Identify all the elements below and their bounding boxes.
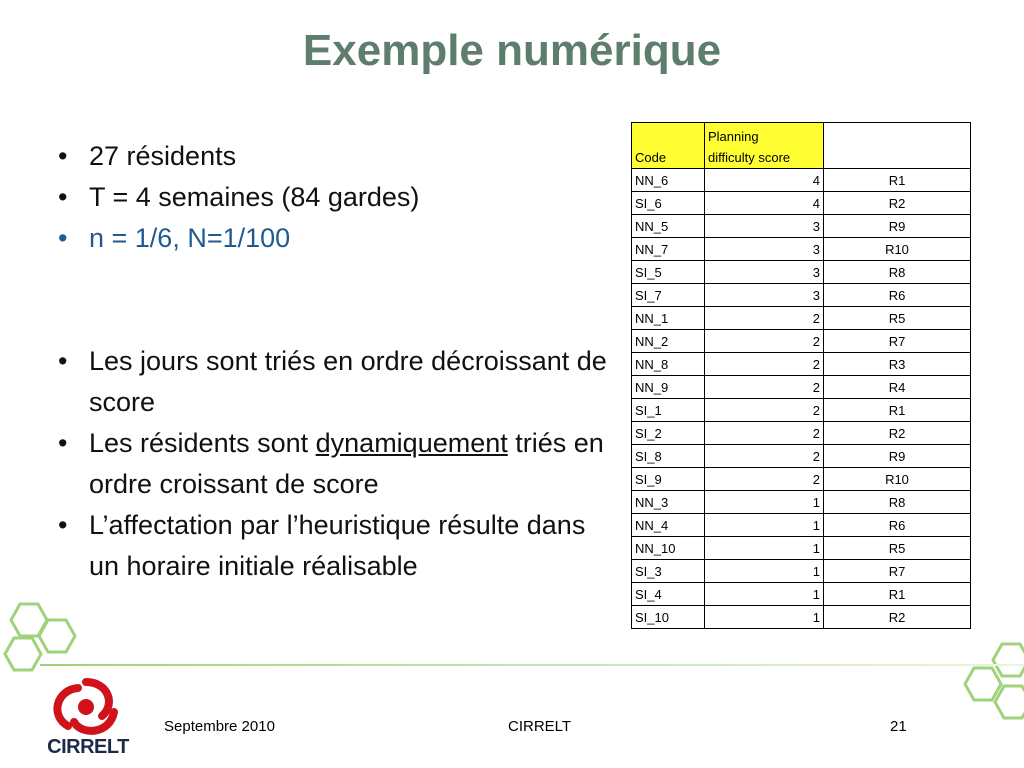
table-row xyxy=(632,583,971,606)
cell-code: NN_9 xyxy=(632,376,705,399)
cell-resident: R6 xyxy=(824,284,971,307)
cell-code: NN_8 xyxy=(632,353,705,376)
header-resident xyxy=(824,123,971,169)
header-score-line1: Planning xyxy=(708,129,759,144)
cell-code: SI_8 xyxy=(632,445,705,468)
difficulty-score-table xyxy=(631,122,971,629)
table-row xyxy=(632,468,971,491)
cirrelt-logo-icon xyxy=(38,676,134,738)
cell-code: SI_2 xyxy=(632,422,705,445)
cell-score: 4 xyxy=(705,192,824,215)
cell-score: 3 xyxy=(705,261,824,284)
cell-score: 2 xyxy=(705,307,824,330)
cell-score: 2 xyxy=(705,376,824,399)
cell-score: 3 xyxy=(705,238,824,261)
table-row xyxy=(632,606,971,629)
footer-organization: CIRRELT xyxy=(508,718,572,735)
header-code: Code xyxy=(632,123,705,169)
cell-score: 2 xyxy=(705,330,824,353)
cell-resident: R8 xyxy=(824,491,971,514)
table-row xyxy=(632,560,971,583)
bullet-heuristic: • L’affectation par l’heuristique résulte dans un horaire initiale réalisable xyxy=(58,505,618,587)
cell-resident: R5 xyxy=(824,537,971,560)
cell-resident: R4 xyxy=(824,376,971,399)
cell-score: 2 xyxy=(705,422,824,445)
cell-code: SI_3 xyxy=(632,560,705,583)
table-row xyxy=(632,330,971,353)
cell-code: NN_7 xyxy=(632,238,705,261)
cell-score: 3 xyxy=(705,284,824,307)
page-number: 21 xyxy=(890,718,907,735)
header-score-line2: difficulty score xyxy=(708,150,791,165)
bullet-parameters: • n = 1/6, N=1/100 xyxy=(58,218,618,259)
table-row xyxy=(632,376,971,399)
cell-code: NN_4 xyxy=(632,514,705,537)
cell-resident: R9 xyxy=(824,445,971,468)
table-row xyxy=(632,169,971,192)
logo-text: CIRRELT xyxy=(47,736,129,758)
table-row xyxy=(632,491,971,514)
cell-resident: R1 xyxy=(824,583,971,606)
cell-code: NN_3 xyxy=(632,491,705,514)
cell-code: NN_5 xyxy=(632,215,705,238)
cell-code: SI_10 xyxy=(632,606,705,629)
cell-score: 2 xyxy=(705,445,824,468)
cell-code: NN_1 xyxy=(632,307,705,330)
table-row xyxy=(632,537,971,560)
cell-code: SI_5 xyxy=(632,261,705,284)
cell-resident: R3 xyxy=(824,353,971,376)
cell-score: 2 xyxy=(705,399,824,422)
cell-resident: R5 xyxy=(824,307,971,330)
cell-score: 1 xyxy=(705,514,824,537)
table-row xyxy=(632,284,971,307)
cell-resident: R2 xyxy=(824,606,971,629)
table-row xyxy=(632,353,971,376)
cell-resident: R9 xyxy=(824,215,971,238)
table-row xyxy=(632,399,971,422)
table-row xyxy=(632,422,971,445)
cell-score: 3 xyxy=(705,215,824,238)
cell-score: 1 xyxy=(705,537,824,560)
cell-resident: R8 xyxy=(824,261,971,284)
bullet-residents-sorted xyxy=(58,423,618,505)
cell-code: NN_10 xyxy=(632,537,705,560)
cell-score: 4 xyxy=(705,169,824,192)
table-header-row xyxy=(632,123,971,169)
cirrelt-logo xyxy=(38,676,134,762)
bullet-text-underlined: dynamiquement xyxy=(315,428,508,458)
table-row xyxy=(632,192,971,215)
bullet-list xyxy=(58,136,618,587)
cell-resident: R2 xyxy=(824,192,971,215)
cell-resident: R6 xyxy=(824,514,971,537)
cell-resident: R7 xyxy=(824,330,971,353)
cell-score: 1 xyxy=(705,491,824,514)
table-row xyxy=(632,307,971,330)
cell-score: 1 xyxy=(705,583,824,606)
bullet-text-pre: Les résidents sont xyxy=(89,428,316,458)
slide-title: Exemple numérique xyxy=(302,26,722,75)
bullet-weeks: • T = 4 semaines (84 gardes) xyxy=(58,177,618,218)
bullet-residents: • 27 résidents xyxy=(58,136,618,177)
cell-resident: R10 xyxy=(824,238,971,261)
header-score xyxy=(705,123,824,169)
table-row xyxy=(632,514,971,537)
cell-score: 2 xyxy=(705,468,824,491)
hexagon-decoration-right xyxy=(960,640,1024,725)
cell-code: SI_4 xyxy=(632,583,705,606)
cell-resident: R1 xyxy=(824,399,971,422)
cell-code: SI_7 xyxy=(632,284,705,307)
cell-code: SI_1 xyxy=(632,399,705,422)
footer-divider xyxy=(40,664,1024,666)
table-row xyxy=(632,238,971,261)
cell-resident: R7 xyxy=(824,560,971,583)
cell-code: SI_9 xyxy=(632,468,705,491)
cell-code: NN_2 xyxy=(632,330,705,353)
bullet-days-sorted: • Les jours sont triés en ordre décroissant de score xyxy=(58,341,618,423)
cell-code: SI_6 xyxy=(632,192,705,215)
cell-resident: R2 xyxy=(824,422,971,445)
table-row xyxy=(632,215,971,238)
cell-score: 1 xyxy=(705,606,824,629)
cell-resident: R1 xyxy=(824,169,971,192)
table-row xyxy=(632,261,971,284)
bullet-text-post: triés en ordre croissant de score xyxy=(89,428,604,499)
cell-score: 1 xyxy=(705,560,824,583)
cell-code: NN_6 xyxy=(632,169,705,192)
cell-score: 2 xyxy=(705,353,824,376)
table-row xyxy=(632,445,971,468)
footer-date: Septembre 2010 xyxy=(164,718,275,735)
cell-resident: R10 xyxy=(824,468,971,491)
